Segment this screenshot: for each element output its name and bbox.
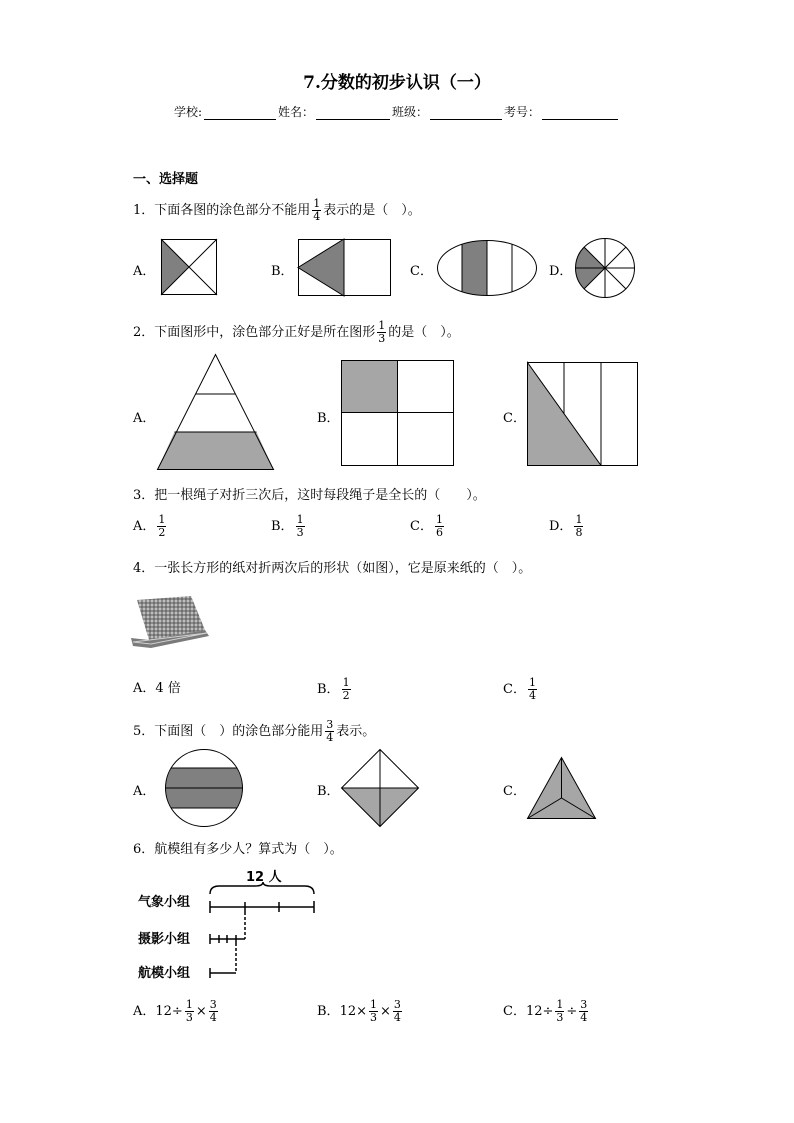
q2-figure-b xyxy=(341,360,454,466)
class-label: 班级： xyxy=(392,105,429,119)
q5-figure-a xyxy=(164,749,244,827)
question-4: 4．一张长方形的纸对折两次后的形状（如图），它是原来纸的（ ）。 xyxy=(133,561,532,576)
diagram-row-model: 航模小组 xyxy=(138,966,191,981)
question-2 xyxy=(133,320,460,345)
q5-prefix: 5．下面图（ ）的涂色部分能用 xyxy=(133,724,324,739)
q2-fraction: $\frac{1}{3}$ xyxy=(378,319,386,345)
q1-fraction: $\frac{1}{4}$ xyxy=(313,197,321,223)
q3-option-d[interactable]: D． $\frac{1}{8}$ xyxy=(549,513,583,539)
question-5 xyxy=(133,719,375,744)
q1-option-a[interactable]: A． xyxy=(133,264,156,279)
q6-option-c[interactable]: C．12÷ $\frac{1}{3}$ ÷ $\frac{3}{4}$ xyxy=(503,998,588,1024)
school-label: 学校: xyxy=(173,105,202,119)
q2-option-a[interactable]: A． xyxy=(133,411,156,426)
q5-option-c[interactable]: C． xyxy=(503,784,526,799)
diagram-total-label: 12 人 xyxy=(246,870,282,885)
q6-option-b[interactable]: B．12× $\frac{1}{3}$ × $\frac{3}{4}$ xyxy=(317,998,401,1024)
question-1 xyxy=(133,198,421,223)
q2-option-b[interactable]: B． xyxy=(317,411,340,426)
q5-option-a[interactable]: A． xyxy=(133,784,156,799)
q1-suffix: 表示的是（ ）。 xyxy=(323,203,421,218)
q2-prefix: 2．下面图形中，涂色部分正好是所在图形 xyxy=(133,325,376,340)
q1-figure-d xyxy=(575,238,635,298)
q1-figure-a xyxy=(161,239,217,295)
diagram-row-weather: 气象小组 xyxy=(138,895,191,910)
q1-figure-b xyxy=(298,239,391,296)
question-6: 6．航模组有多少人？算式为（ ）。 xyxy=(133,842,343,857)
name-blank[interactable] xyxy=(316,106,390,120)
q4-option-c[interactable]: C． $\frac{1}{4}$ xyxy=(503,676,536,702)
question-3: 3．把一根绳子对折三次后，这时每段绳子是全长的（ ）。 xyxy=(133,488,486,503)
q2-option-c[interactable]: C． xyxy=(503,411,526,426)
q3-option-a[interactable]: A． $\frac{1}{2}$ xyxy=(133,513,166,539)
q1-prefix: 1．下面各图的涂色部分不能用 xyxy=(133,203,311,218)
q2-suffix: 的是（ ）。 xyxy=(388,325,460,340)
folded-paper-photo xyxy=(131,596,209,648)
q6-option-a[interactable]: A．12÷ $\frac{1}{3}$ × $\frac{3}{4}$ xyxy=(133,998,217,1024)
diagram-row-photo: 摄影小组 xyxy=(138,932,191,947)
q3-option-c[interactable]: C． $\frac{1}{6}$ xyxy=(410,513,443,539)
q2-figure-c xyxy=(527,362,638,466)
name-label: 姓名： xyxy=(278,105,315,119)
line-segment-diagram xyxy=(205,882,320,980)
q5-figure-b xyxy=(341,749,419,827)
number-label: 考号： xyxy=(504,105,541,119)
q4-option-b[interactable]: B． $\frac{1}{2}$ xyxy=(317,676,350,702)
section-heading: 一、选择题 xyxy=(133,172,199,187)
number-blank[interactable] xyxy=(542,106,618,120)
class-blank[interactable] xyxy=(430,106,502,120)
q1-figure-c xyxy=(437,240,537,296)
q2-figure-a xyxy=(157,354,274,470)
q5-fraction: $\frac{3}{4}$ xyxy=(326,718,334,744)
page-title: 7.分数的初步认识（一） xyxy=(303,73,491,93)
q4-option-a[interactable]: A．4 倍 xyxy=(133,681,181,696)
q5-option-b[interactable]: B． xyxy=(317,784,340,799)
school-blank[interactable] xyxy=(204,106,276,120)
q3-option-b[interactable]: B． $\frac{1}{3}$ xyxy=(271,513,304,539)
q1-option-c[interactable]: C． xyxy=(410,264,433,279)
student-info-line xyxy=(0,103,794,120)
q5-figure-c xyxy=(527,757,596,819)
q1-option-d[interactable]: D． xyxy=(549,264,573,279)
q1-option-b[interactable]: B． xyxy=(271,264,294,279)
q5-suffix: 表示。 xyxy=(336,724,376,739)
